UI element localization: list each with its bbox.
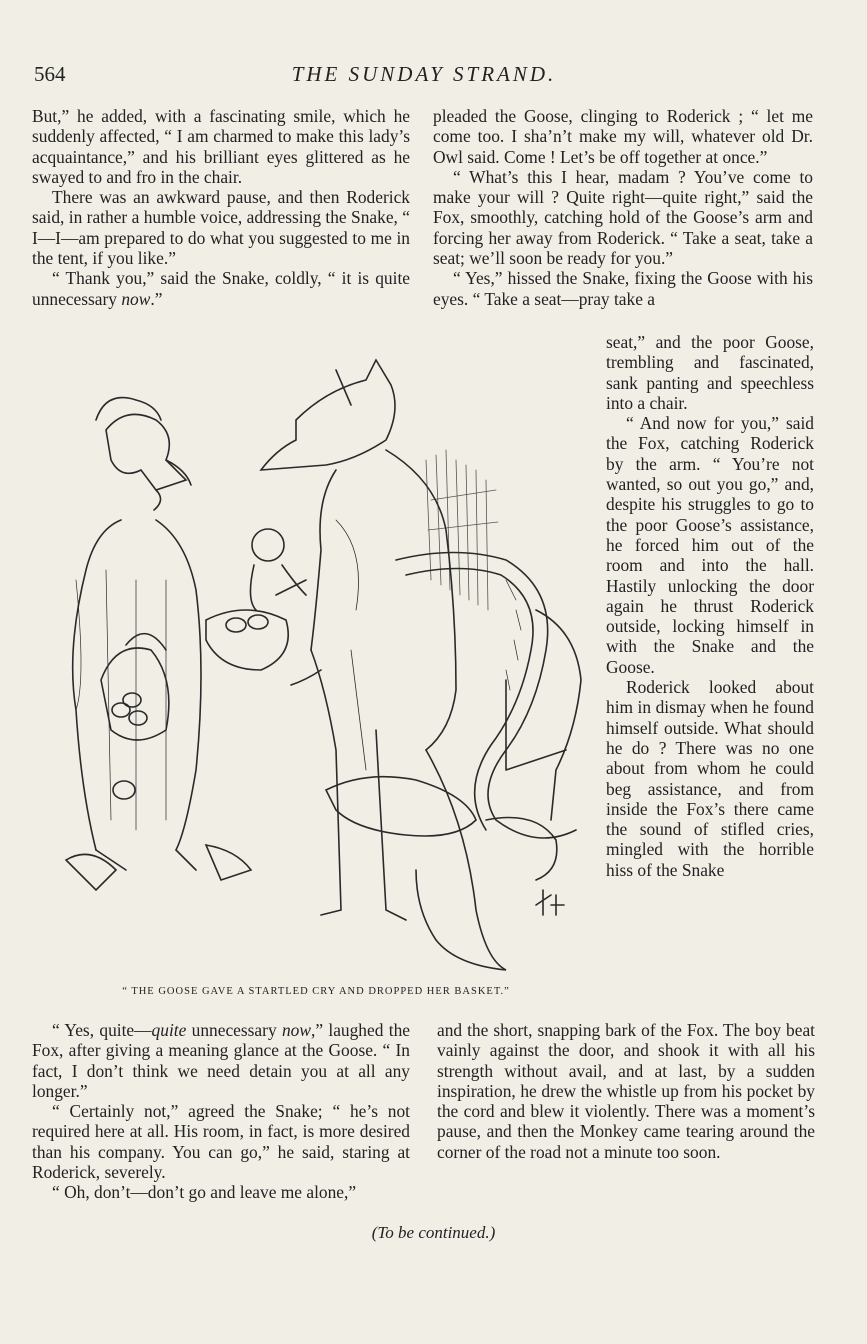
paragraph: There was an awkward pause, and then Roderick said, in rather a humble voice, addressing the Snake, “ I—I—am prepared to do what you suggested to me in the tent, if you like.” bbox=[32, 187, 410, 269]
snake-figure bbox=[326, 553, 576, 881]
paragraph: “ Certainly not,” agreed the Snake; “ he’s not required here at all. His room, in fact, is more desired than his company. You can go,” he said, staring at Roderick, severely. bbox=[32, 1101, 410, 1183]
background-hatching bbox=[426, 450, 498, 610]
left-column-bottom bbox=[32, 1020, 410, 1203]
right-column-top bbox=[433, 106, 813, 309]
paragraph: and the short, snapping bark of the Fox. The boy beat vainly against the door, and shook it with all his strength without avail, and at last, by a sudden inspiration, he drew the whistle up from his pocket by the cord and blew it violently. There was a moment’s pause, and then the Monkey came tearing around the corner of the road not a minute too soon. bbox=[437, 1020, 815, 1162]
paragraph bbox=[32, 1020, 410, 1101]
figure-caption: “ THE GOOSE GAVE A STARTLED CRY AND DROPPED HER BASKET.” bbox=[122, 986, 510, 997]
emphasis: quite bbox=[151, 1020, 187, 1040]
text-run: ,” laughed the Fox, after giving a meaning glance at the Goose. “ In fact, I don’t think we need detain you at all any longer.” bbox=[32, 1020, 410, 1101]
basket-drawing bbox=[101, 634, 169, 799]
paragraph: But,” he added, with a fascinating smile, which he suddenly affected, “ I am charmed to make this lady’s acquaintance,” and his brilliant eyes glittered as he swayed to and fro in the chair. bbox=[32, 106, 410, 187]
illustration bbox=[36, 350, 602, 980]
emphasis: now bbox=[121, 288, 151, 309]
paragraph: “ And now for you,” said the Fox, catching Roderick by the arm. “ You’re not wanted, so out you go,” and, despite his struggles to go to the poor Goose’s assistance, he forced him out of the room and into the hall. Hastily unlocking the door again he thrust Roderick outside, locking himself in with the Snake and the Goose. bbox=[606, 413, 814, 677]
continued-note: (To be continued.) bbox=[371, 1223, 496, 1242]
artist-monogram bbox=[536, 890, 564, 915]
fox-figure bbox=[261, 360, 506, 970]
left-column-top bbox=[32, 106, 410, 309]
paragraph: pleaded the Goose, clinging to Roderick ; “ let me come too. I sha’n’t make my will, whatever old Dr. Owl said. Come ! Let’s be off together at once.” bbox=[433, 106, 813, 167]
page-header bbox=[34, 62, 814, 92]
running-title: THE SUNDAY STRAND. bbox=[291, 62, 557, 86]
illustration-drawing bbox=[36, 350, 602, 980]
paragraph: Roderick looked about him in dismay when he found himself outside. What should he do ? There was no one about from whom he could beg assistance, and from inside the Fox’s there came the sound of stifled cries, mingled with the horrible hiss of the Snake bbox=[606, 677, 814, 880]
chair-drawing bbox=[506, 610, 581, 820]
text-run: .” bbox=[150, 288, 163, 309]
paragraph bbox=[32, 268, 410, 309]
text-run: “ Yes, quite— bbox=[52, 1020, 152, 1040]
text-run: unnecessary bbox=[186, 1020, 282, 1040]
right-column-bottom bbox=[437, 1020, 815, 1162]
boy-figure bbox=[250, 529, 306, 610]
text-run: “ Thank you,” said the Snake, coldly, “ it is quite unnecessary bbox=[32, 268, 410, 309]
paragraph: “ Oh, don’t—don’t go and leave me alone,” bbox=[52, 1182, 357, 1203]
emphasis: now bbox=[281, 1020, 311, 1040]
page-number: 564 bbox=[34, 62, 66, 86]
paragraph: “ What’s this I hear, madam ? You’ve come to make your will ? Quite right—quite right,” said the Fox, smoothly, catching hold of the Goose’s arm and forcing her away from Roderick. “ Take a seat, take a seat; we’ll soon be ready for you.” bbox=[433, 166, 813, 269]
paragraph: “ Yes,” hissed the Snake, fixing the Goose with his eyes. “ Take a seat—pray take a bbox=[433, 268, 813, 309]
basket-held bbox=[206, 610, 288, 670]
goose-figure bbox=[66, 398, 251, 891]
paragraph: seat,” and the poor Goose, trembling and fascinated, sank panting and speechless into a chair. bbox=[606, 332, 814, 413]
right-column-wrap bbox=[606, 332, 814, 880]
